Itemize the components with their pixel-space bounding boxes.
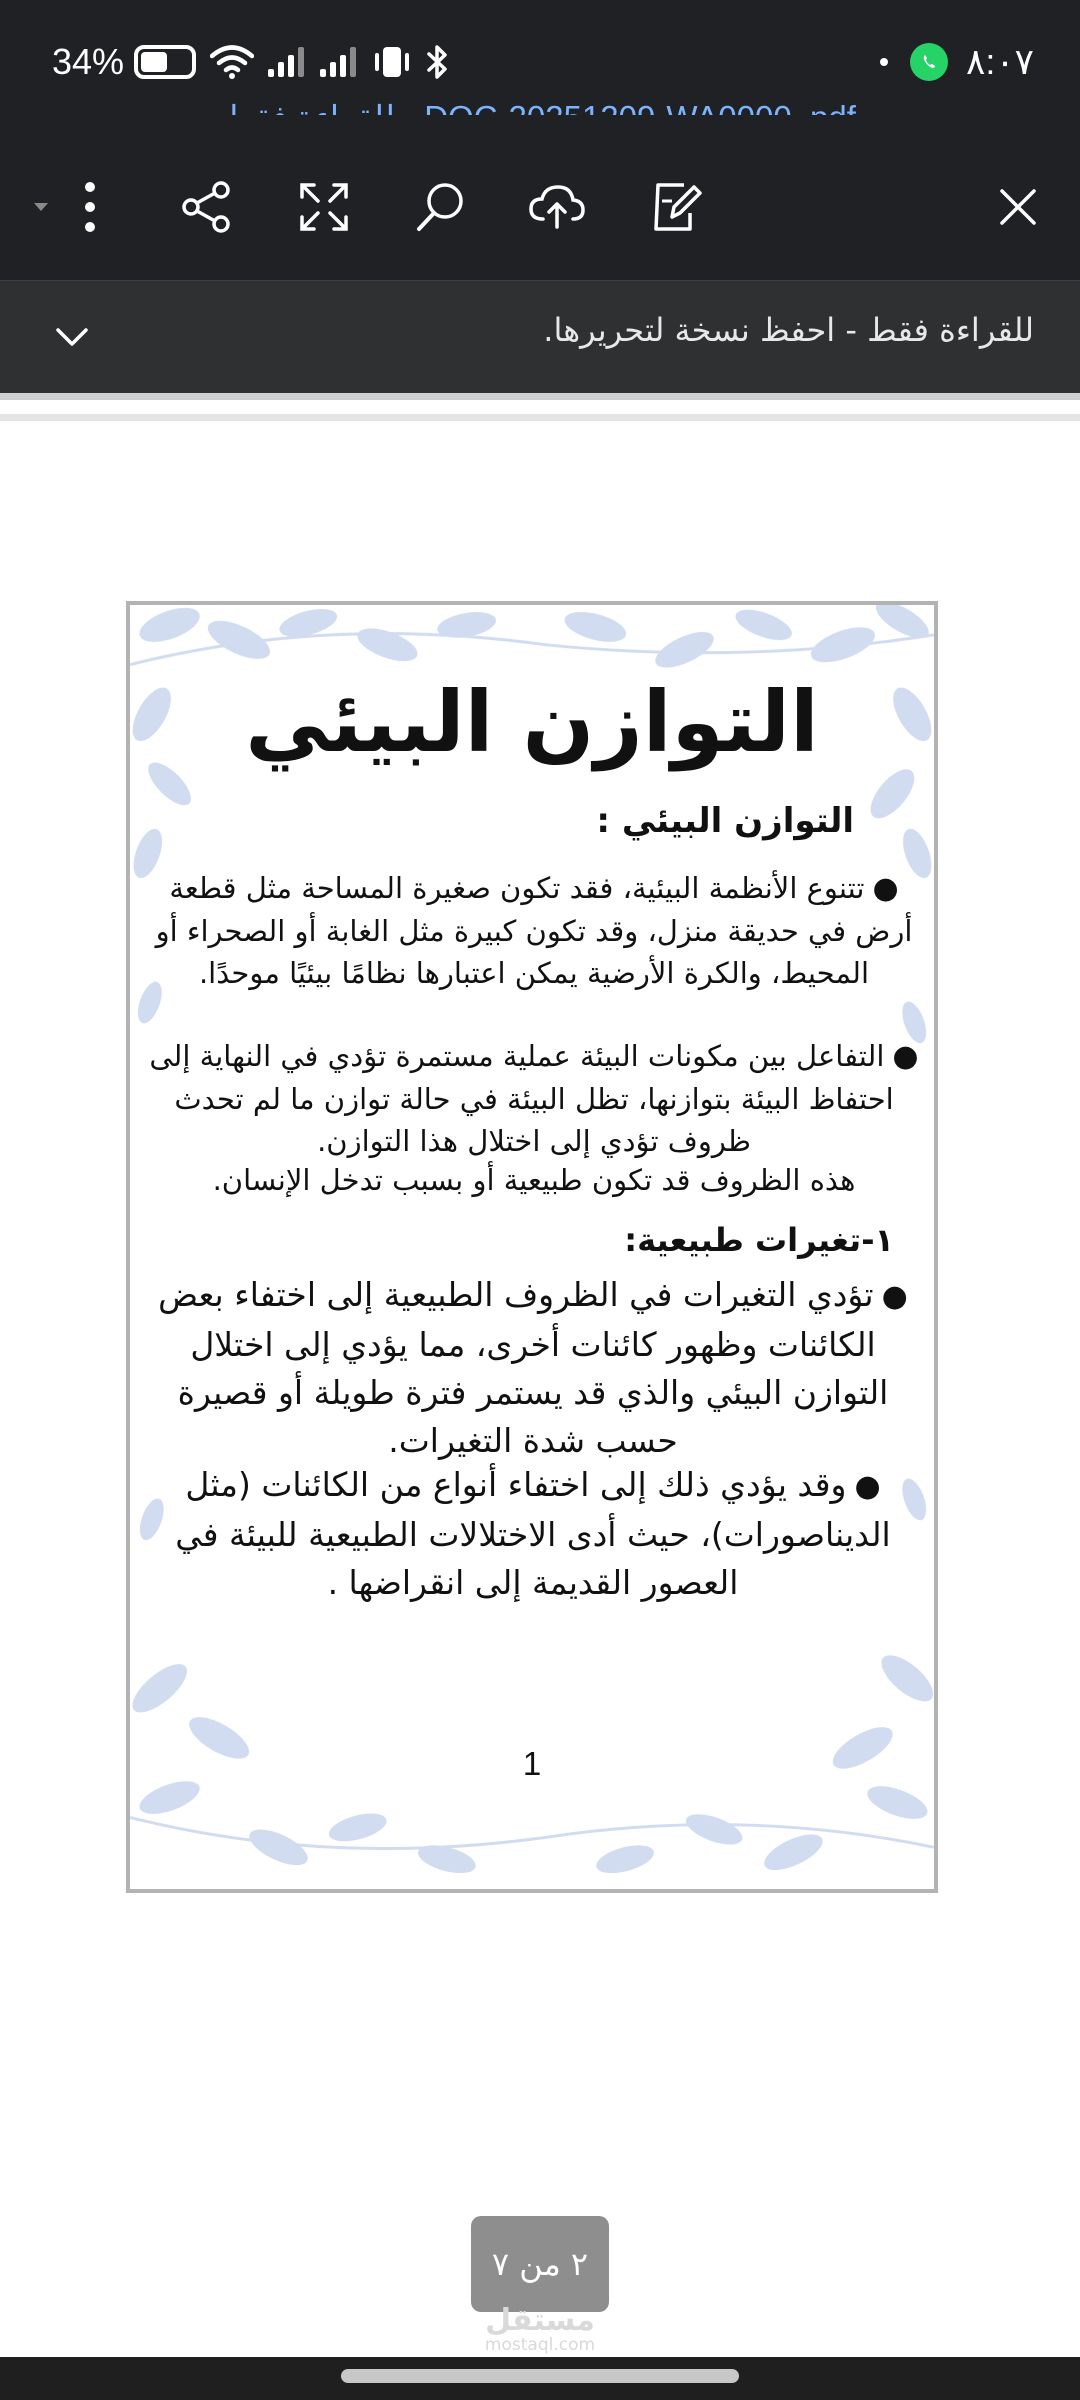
page-indicator: ٢ من ٧ xyxy=(471,2216,609,2312)
paragraph-2 xyxy=(140,1035,928,1162)
viewer-divider xyxy=(0,393,1080,421)
watermark-logo xyxy=(471,2303,609,2355)
read-only-banner xyxy=(0,280,1080,393)
upload-cloud-icon xyxy=(527,179,587,235)
wifi-icon xyxy=(210,45,254,79)
status-right-group xyxy=(880,38,1034,86)
document-content xyxy=(130,605,934,1889)
status-left-group xyxy=(52,38,450,86)
search-icon xyxy=(413,179,469,235)
edit-pdf-icon xyxy=(648,179,704,235)
battery-icon xyxy=(134,45,196,79)
fullscreen-icon xyxy=(296,179,352,235)
search-button[interactable] xyxy=(409,175,473,239)
pdf-page[interactable] xyxy=(126,601,938,1893)
section-heading: ١-تغيرات طبيعية: xyxy=(624,1221,894,1259)
bluetooth-icon xyxy=(426,44,450,80)
signal-icon xyxy=(268,47,306,77)
edit-pdf-button[interactable] xyxy=(644,175,708,239)
read-only-message: للقراءة فقط - احفظ نسخة لتحريرها. xyxy=(543,311,1034,349)
share-icon xyxy=(179,179,235,235)
system-nav-bar xyxy=(0,2357,1080,2400)
battery-percent: 34% xyxy=(52,41,125,82)
app-toolbar xyxy=(0,115,1080,280)
close-button[interactable] xyxy=(986,175,1050,239)
paragraph-4 xyxy=(142,1271,924,1465)
document-title: التوازن البيئي xyxy=(245,673,819,771)
fullscreen-button[interactable] xyxy=(292,175,356,239)
home-gesture-handle[interactable] xyxy=(341,2369,739,2383)
paragraph-4-text: تؤدي التغيرات في الظروف الطبيعية إلى اختفاء بعض الكائنات وظهور كائنات أخرى، مما يؤدي إلى اختلال التوازن البيئي والذي قد يستمر فترة طويلة أو قصيرة حسب شدة التغيرات. xyxy=(158,1275,889,1460)
paragraph-1 xyxy=(140,867,928,994)
close-icon xyxy=(998,187,1038,227)
paragraph-5-text: وقد يؤدي ذلك إلى اختفاء أنواع من الكائنات (مثل الديناصورات)، حيث أدى الاختلالات الطبيعية للبيئة في العصور القديمة إلى انقراضها . xyxy=(175,1465,891,1602)
banner-expand-button[interactable] xyxy=(52,317,92,357)
more-options-icon xyxy=(30,177,100,237)
upload-button[interactable] xyxy=(525,175,589,239)
bullet-icon: ● xyxy=(872,871,899,906)
paragraph-3: هذه الظروف قد تكون طبيعية أو بسبب تدخل الإنسان. xyxy=(212,1163,856,1197)
paragraph-1-text: تتنوع الأنظمة البيئية، فقد تكون صغيرة المساحة مثل قطعة أرض في حديقة منزل، وقد تكون كبيرة مثل الغابة أو الصحراء أو المحيط، والكرة الأرضية يمكن اعتبارها نظامًا بيئيًا موحدًا. xyxy=(155,871,913,990)
signal-icon-2 xyxy=(320,47,358,77)
watermark-latin: mostaql.com xyxy=(484,2335,596,2355)
pdf-page-number: 1 xyxy=(522,1745,542,1782)
notification-dot-icon xyxy=(880,58,888,66)
document-subtitle: التوازن البيئي : xyxy=(596,801,854,841)
vibrate-icon xyxy=(372,45,412,79)
more-options-button[interactable] xyxy=(30,175,100,239)
bullet-icon: ● xyxy=(881,1279,908,1314)
paragraph-5 xyxy=(142,1461,924,1607)
clock: ٨:٠٧ xyxy=(965,41,1034,82)
bullet-icon: ● xyxy=(892,1039,919,1074)
status-bar xyxy=(0,0,1080,115)
share-button[interactable] xyxy=(175,175,239,239)
watermark-arabic: مستقل xyxy=(485,2303,595,2338)
whatsapp-icon xyxy=(910,43,948,81)
chevron-down-icon xyxy=(54,326,90,348)
paragraph-2-text: التفاعل بين مكونات البيئة عملية مستمرة تؤدي في النهاية إلى احتفاظ البيئة بتوازنها، تظل البيئة في حالة توازن ما لم تحدث ظروف تؤدي إلى اختلال هذا التوازن. xyxy=(149,1039,894,1158)
bullet-icon: ● xyxy=(854,1469,881,1504)
